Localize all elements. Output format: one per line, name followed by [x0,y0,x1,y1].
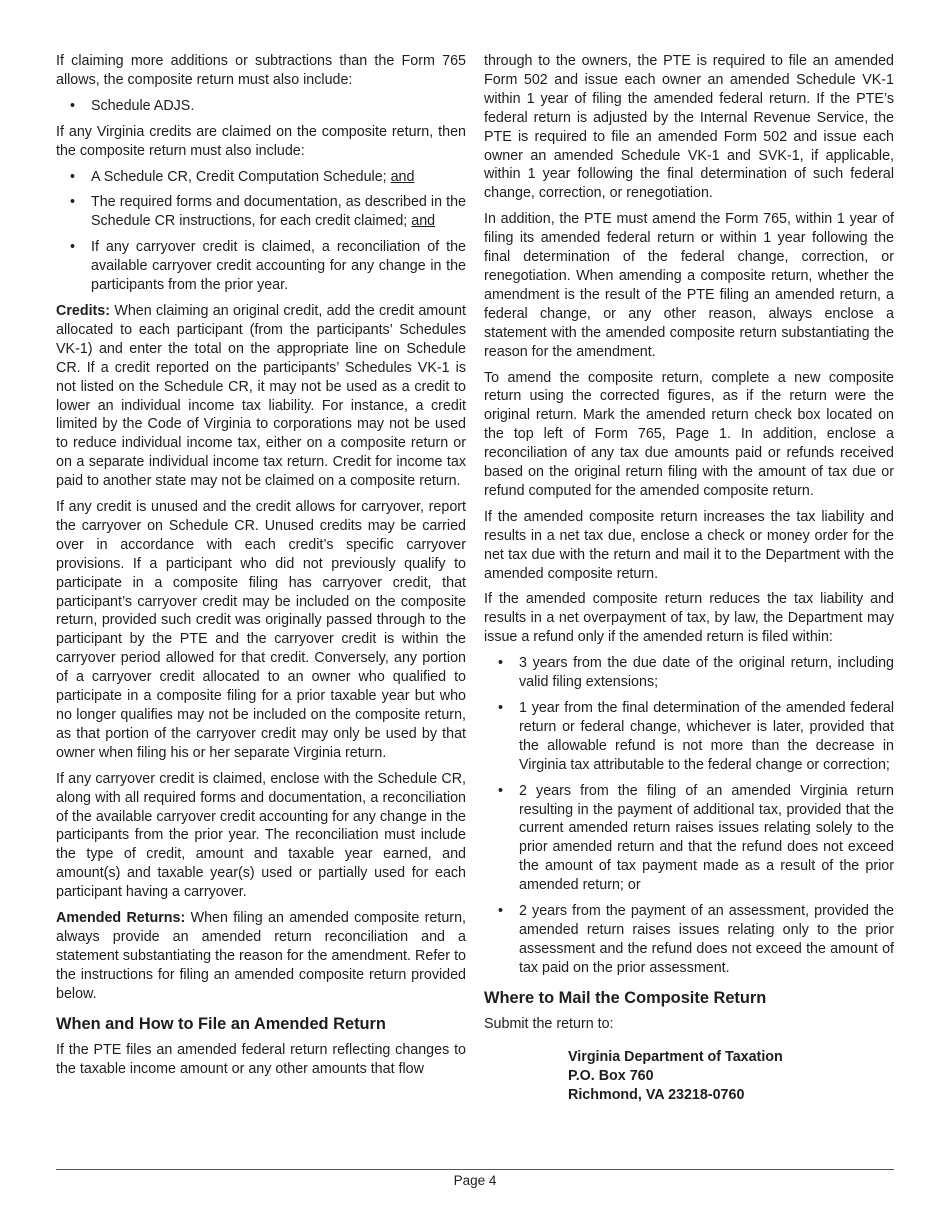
paragraph-credits-intro: If any Virginia credits are claimed on the composite return, then the composite return must also include: [56,123,466,159]
list-item-text: The required forms and documentation, as described in the Schedule CR instructions, for each credit claimed; [91,194,466,230]
paragraph-pte-amended: If the PTE files an amended federal return reflecting changes to the taxable income amount or any other amounts that flow [56,1041,466,1077]
paragraph-amended-returns [56,909,466,1004]
address-line: Richmond, VA 23218-0760 [568,1087,745,1103]
credits-requirements-list [56,168,466,295]
paragraph-continued: through to the owners, the PTE is required to file an amended Form 502 and issue each owner an amended Schedule VK-1 within 1 year of filing the amended federal return. If the PTE’s federal return is adjusted by the Internal Revenue Service, the PTE is required to file an amended Form 502 and issue each owner an amended Schedule VK-1 and SVK-1, if applicable, within 1 year following the final determination of such federal change, correction, or renegotiation. [484,53,894,202]
list-item: • Schedule ADJS. [56,97,466,116]
paragraph-enclose-schedule: If any carryover credit is claimed, enclose with the Schedule CR, along with all required forms and documentation, a reconciliation of the available carryover credit accounting for any change in the participants from the prior year. The reconciliation must include the type of credit, amount and taxable year earned, and amount(s) and taxable year(s) used or partially used for each participant having a carryover. [56,770,466,901]
and-underlined: and [390,168,415,185]
left-column [56,52,466,1085]
heading-where-to-mail: Where to Mail the Composite Return [484,988,767,1007]
and-underlined: and [411,213,436,230]
amended-returns-body: When filing an amended composite return, always provide an amended return reconciliation and a statement substantiating the reason for the amendment. Refer to the instructions for filing an amended composite return provided below. [56,910,466,1002]
amended-returns-lead: Amended Returns: [56,910,186,927]
right-column [484,52,894,1105]
paragraph-additions: If claiming more additions or subtractions than the Form 765 allows, the composite return must also include: [56,53,466,88]
footer-divider [56,1169,894,1170]
credits-lead: Credits: [56,302,111,319]
paragraph-submit: Submit the return to: [484,1015,614,1032]
paragraph-carryover: If any credit is unused and the credit allows for carryover, report the carryover on Schedule CR. Unused credits may be carried over in accordance with each credit’s specific carryover provisions. If a participant who did not previously qualify to participate in a composite filing has carryover credit, that participant’s carryover credit may be included on the composite return, provided such credit was originally passed through to the participant by the PTE and the carryover credit is within the carryover period allowed for that credit. Conversely, any portion of a carryover credit allocated to an owner who qualified to participate in a composite filing for a prior taxable year but who no longer qualifies may not be included on the composite return, as that portion of the carryover credit may only be used by that owner when filing his or her separate Virginia return. [56,499,466,761]
page-number: Page 4 [453,1173,497,1188]
paragraph-to-amend: To amend the composite return, complete a new composite return using the corrected figures, as if the return were the original return. Mark the amended return check box located on the top left of Form 765, Page 1. In addition, enclose a reconciliation of any tax due amounts paid or refunds received based on the original return filing with the amount of tax due or refund computed for the amended composite return. [484,369,894,499]
paragraph-credits [56,302,466,491]
list-item [56,168,466,187]
list-item [56,193,466,231]
paragraph-amend-765: In addition, the PTE must amend the Form 765, within 1 year of filing its amended federal return or within 1 year following the final determination of the federal change, correction, or renegotiation. When amending a composite return, whether the amendment is the result of the PTE filing an amended return, a federal change, or any other reason, always enclose a statement with the amended composite return substantiating the reason for the amendment. [484,211,894,360]
list-item: • 2 years from the filing of an amended Virginia return resulting in the payment of additional tax, provided that the current amended return raises issues relating solely to the prior amended return and that the refund does not exceed the amount of tax payment made as a result of the prior amended return; or [484,782,894,895]
list-item: • 2 years from the payment of an assessment, provided the amended return raises issues relating only to the prior assessment and the refund does not exceed the amount of tax paid on the prior assessment. [484,902,894,978]
heading-amended-return: When and How to File an Amended Return [56,1014,386,1033]
paragraph-reduce: If the amended composite return reduces the tax liability and results in a net overpayment of tax, by law, the Department may issue a refund only if the amended return is filed within: [484,591,894,646]
list-item-text: A Schedule CR, Credit Computation Schedule; [91,168,391,185]
mailing-address [568,1048,894,1106]
list-item: • 3 years from the due date of the original return, including valid filing extensions; [484,654,894,692]
list-item: • If any carryover credit is claimed, a reconciliation of the available carryover credit accounting for any change in the participants from the prior year. [56,238,466,295]
address-line: Virginia Department of Taxation [568,1048,783,1065]
refund-period-list [484,654,894,978]
credits-body: When claiming an original credit, add the credit amount allocated to each participant (from the participants’ Schedules VK-1) and enter the total on the appropriate line on Schedule CR. If a credit reported on the participants’ Schedules VK-1 is not listed on the Schedule CR, it may not be used as a credit to lower an individual income tax liability. For instance, a credit limited by the Code of Virginia to corporations may not be used to reduce individual income tax, either on a composite return or on a separate individual income tax return. Credit for income tax paid to another state may not be claimed on a composite return. [56,302,466,490]
additions-list [56,97,466,116]
paragraph-increase: If the amended composite return increases the tax liability and results in a net tax due, enclose a check or money order for the net tax due with the return and mail it to the Department with the amended composite return. [484,508,894,582]
list-item: • 1 year from the final determination of the amended federal return or federal change, whichever is later, provided that the allowable refund is not more than the decrease in Virginia tax attributable to the federal change or correction; [484,699,894,775]
address-line: P.O. Box 760 [568,1067,654,1084]
